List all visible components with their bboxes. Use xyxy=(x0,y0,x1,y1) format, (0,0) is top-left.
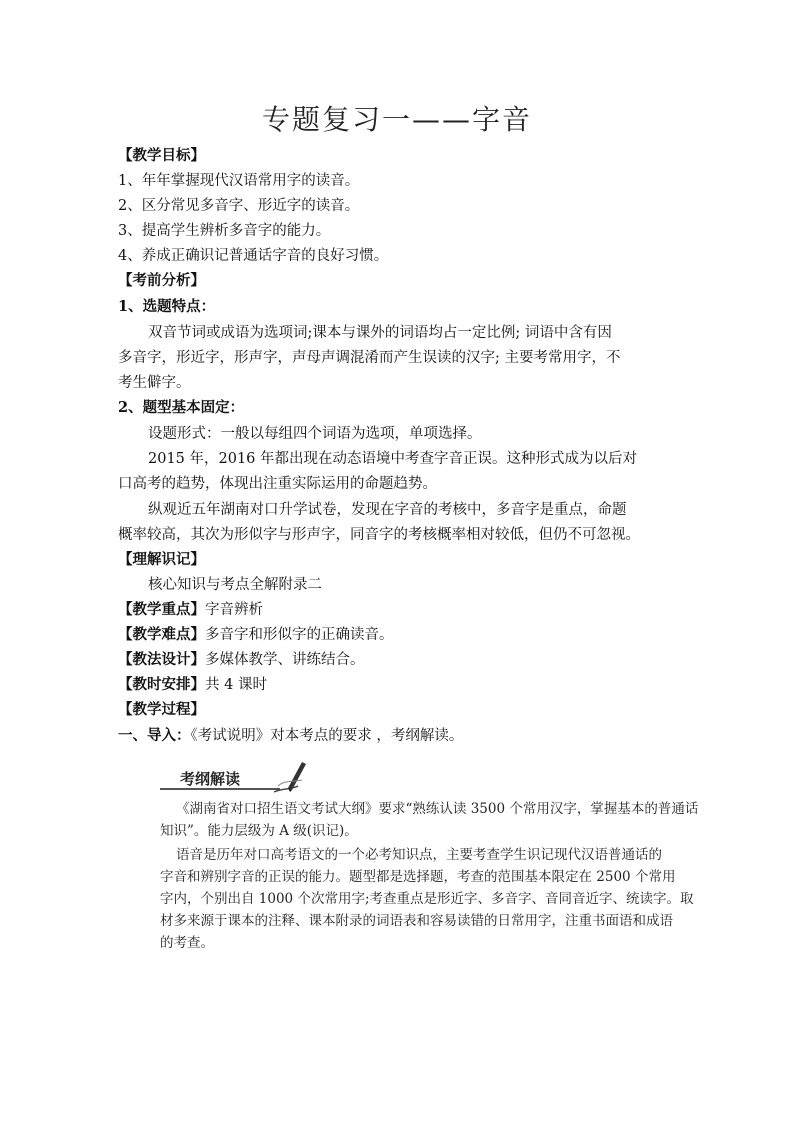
difficulty-row xyxy=(118,625,688,645)
point2-line-2: 2015 年，2016 年都出现在动态语境中考查字音正误。这种形式成为以后对 xyxy=(148,451,638,467)
goals-header: 【教学目标】 xyxy=(118,147,205,164)
method-text: 多媒体教学、讲练结合。 xyxy=(205,652,365,668)
point2-line-5: 概率较高，其次为形似字与形声字，同音字的考核概率相对较低，但仍不可忽视。 xyxy=(118,527,640,543)
kgjd-line-6: 材多来源于课本的注释、课本附录的词语表和容易读错的日常用字，注重书面语和成语 xyxy=(160,913,673,929)
hours-row xyxy=(118,675,688,695)
intro-row xyxy=(118,726,688,746)
kgjd-line-2: 知识”。能力层级为 A 级(识记)。 xyxy=(160,823,358,839)
kgjd-line-7: 的考查。 xyxy=(160,935,214,951)
focus-header: 【教学重点】 xyxy=(118,601,205,618)
kgjd-rule xyxy=(160,788,280,790)
pen-writing-icon xyxy=(268,758,312,798)
kgjd-line-3: 语音是历年对口高考语文的一个必考知识点，主要考查学生识记现代汉语普通话的 xyxy=(176,847,662,863)
method-row xyxy=(118,650,688,670)
focus-text: 字音辨析 xyxy=(205,602,263,618)
process-header: 【教学过程】 xyxy=(118,701,205,718)
point1-header: 1、选题特点： xyxy=(118,298,216,315)
kgjd-line-5: 字内，个别出自 1000 个次常用字;考查重点是形近字、多音字、音同音近字、统读字。取 xyxy=(160,891,694,907)
point2-line-4: 纵观近五年湖南对口升学试卷，发现在字音的考核中，多音字是重点，命题 xyxy=(148,502,627,518)
point2-header: 2、题型基本固定： xyxy=(118,399,245,416)
difficulty-header: 【教学难点】 xyxy=(118,626,205,643)
page-title: 专题复习一——字音 xyxy=(261,103,532,136)
kgjd-line-4: 字音和辨别字音的正误的能力。题型都是选择题，考查的范围基本限定在 2500 个常用 xyxy=(160,869,676,885)
point1-line-3: 考生僻字。 xyxy=(118,375,191,391)
point1-line-2: 多音字，形近字，形声字，声母声调混淆而产生误读的汉字; 主要考常用字，不 xyxy=(118,350,621,366)
method-header: 【教法设计】 xyxy=(118,651,205,668)
point1-line-1: 双音节词或成语为选项词;课本与课外的词语均占一定比例; 词语中含有因 xyxy=(148,325,612,341)
point2-line-3: 口高考的趋势，体现出注重实际运用的命题趋势。 xyxy=(118,476,437,492)
kgjd-line-1: 《湖南省对口招生语文考试大纲》要求“熟练认读 3500 个常用汉字，掌握基本的普通话 xyxy=(176,801,699,817)
understand-text: 核心知识与考点全解附录二 xyxy=(148,577,322,593)
hours-text: 共 4 课时 xyxy=(205,677,267,693)
goal-item-3: 3、提高学生辨析多音字的能力。 xyxy=(118,223,331,239)
point2-line-1: 设题形式：一般以每组四个词语为选项，单项选择。 xyxy=(148,426,482,442)
kgjd-label: 考纲解读 xyxy=(180,770,241,788)
focus-row xyxy=(118,600,688,620)
difficulty-text: 多音字和形似字的正确读音。 xyxy=(205,627,394,643)
goal-item-2: 2、区分常见多音字、形近字的读音。 xyxy=(118,198,360,214)
goal-item-1: 1、年年掌握现代汉语常用字的读音。 xyxy=(118,173,360,189)
intro-text: 《考试说明》对本考点的要求 ，考纲解读。 xyxy=(190,728,464,744)
understand-header: 【理解识记】 xyxy=(118,551,205,568)
intro-label: 一、导入： xyxy=(118,727,191,744)
kgjd-heading xyxy=(160,762,320,798)
analysis-header: 【考前分析】 xyxy=(118,272,205,289)
hours-header: 【教时安排】 xyxy=(118,676,205,693)
goal-item-4: 4、养成正确识记普通话字音的良好习惯。 xyxy=(118,248,389,264)
